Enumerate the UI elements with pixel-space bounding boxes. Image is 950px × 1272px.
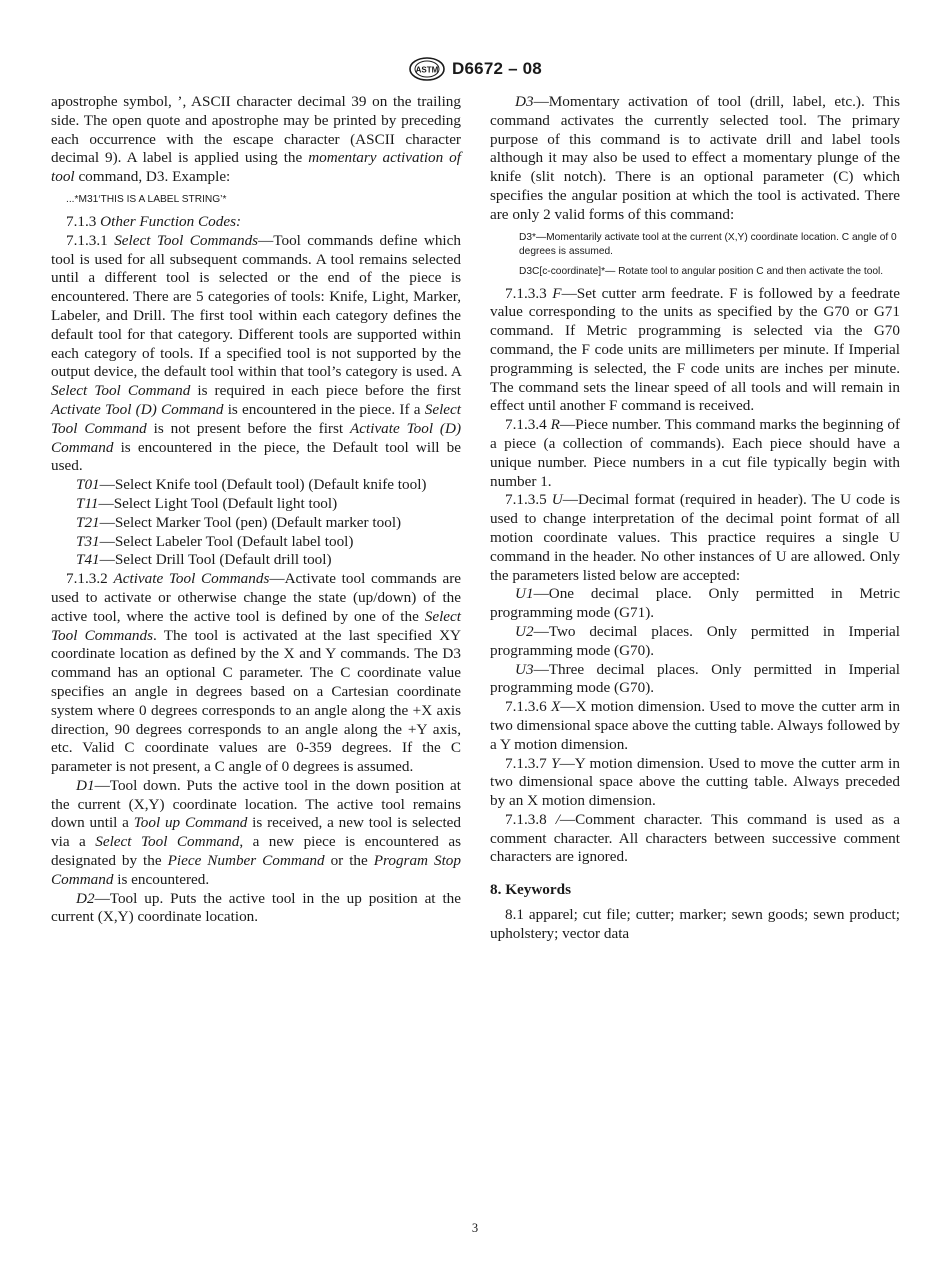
paragraph: apostrophe symbol, ’, ASCII character decimal 39 on the trailing side. The open quote and apostrophe may be printed by preceding each occurrence with the escape character (ASCII character decimal 9). A label is applied using the momentary activation of tool command, D3. Example: — [51, 93, 461, 186]
label-example: ...*M31‘THIS IS A LABEL STRING’* — [66, 193, 227, 205]
astm-logo-icon — [408, 57, 446, 81]
keywords-heading: 8. Keywords — [490, 881, 571, 899]
page-number: 3 — [471, 1221, 479, 1235]
section-7-1-3-7: 7.1.3.7 Y—Y motion dimension. Used to move the cutter arm in two dimensional space above the cutting table. Always preceded by an X motion dimension. — [490, 754, 900, 810]
tool-item: T11—Select Light Tool (Default light tool) — [76, 494, 338, 512]
section-7-1-3-4: 7.1.3.4 R—Piece number. This command marks the beginning of a piece (a collection of commands). Each piece should have a unique number. Piece numbers in a cut file typically begin with number 1. — [490, 416, 901, 490]
right-column — [490, 93, 900, 944]
section-7-1-3-8: 7.1.3.8 /—Comment character. This command is used as a comment character. All characters between successive comment characters are ignored. — [490, 810, 900, 866]
tool-item: T01—Select Knife tool (Default tool) (Default knife tool) — [76, 476, 427, 494]
d3-form-2: D3C[c-coordinate]*— Rotate tool to angular position C and then activate the tool. — [519, 265, 884, 277]
section-7-1-3-3: 7.1.3.3 F—Set cutter arm feedrate. F is followed by a feedrate value corresponding to the units as specified by the G70 or G71 command. If Metric programming is selected via the G70 command, the F code units are millimeters per minute. If Imperial programming is selected, the F code units are inches per minute. The command sets the linear speed of all tools and will remain in effect until another F command is received. — [490, 284, 900, 415]
u2-param: U2—Two decimal places. Only permitted in Imperial programming mode (G70). — [490, 622, 900, 659]
tool-item: T41—Select Drill Tool (Default drill tool) — [76, 551, 332, 569]
d2-command: D2—Tool up. Puts the active tool in the up position at the current (X,Y) coordinate location. — [51, 889, 461, 926]
document-designation: D6672 – 08 — [452, 59, 542, 78]
page-header — [0, 56, 950, 82]
section-7-1-3: 7.1.3 Other Function Codes: — [66, 212, 242, 230]
left-column — [51, 93, 461, 927]
d3-command: D3—Momentary activation of tool (drill, label, etc.). This command activates the currently selected tool. The primary purpose of this command is to activate drill and label tools although it may also be used to effect a momentary plunge of the knife (slit notch). There is an optional parameter (C) which specifies the angular position at which the tool is activated. There are only 2 valid forms of this command: — [490, 93, 900, 223]
section-7-1-3-1: 7.1.3.1 Select Tool Commands—Tool commands define which tool is used for all subsequent commands. A tool remains selected until a different tool is selected or the end of the piece is encountered. There are 5 categories of tools: Knife, Light, Marker, Labeler, and Drill. The first tool within each category defines the default tool for that category. Different tools are supported within each category of tools. If a specified tool is not supported by the output device, the default tool within that tool’s category is used. A Select Tool Command is required in each piece before the first Activate Tool (D) Command is encountered in the piece. If a Select Tool Command is not present before the first Activate Tool (D) Command is encountered in the piece, the Default tool will be used. — [51, 231, 462, 475]
d1-command: D1—Tool down. Puts the active tool in the down position at the current (X,Y) coordinate location. The active tool remains down until a Tool up Command is received, a new tool is selected via a Select Tool Command, a new piece is encountered as designated by the Piece Number Command or the Program Stop Command is encountered. — [51, 776, 461, 888]
u1-param: U1—One decimal place. Only permitted in Metric programming mode (G71). — [490, 585, 900, 622]
d3-form-1: D3*—Momentarily activate tool at the current (X,Y) coordinate location. C angle of 0 degrees is assumed. — [519, 231, 897, 257]
keywords-text: 8.1 apparel; cut file; cutter; marker; sewn goods; sewn product; upholstery; vector data — [490, 906, 900, 942]
section-7-1-3-5: 7.1.3.5 U—Decimal format (required in header). The U code is used to change interpretation of the decimal point format of all motion coordinate values. This practice requires a single U command in the header. No other instances of U are allowed. Only the parameters listed below are accepted: — [490, 491, 900, 584]
section-7-1-3-2: 7.1.3.2 Activate Tool Commands—Activate tool commands are used to activate or otherwise change the state (up/down) of the active tool, where the active tool is defined by one of the Select Tool Commands. The tool is activated at the last specified XY coordinate location as defined by the X and Y commands. The D3 command has an optional C parameter. The C coordinate value specifies an angle in degrees based on a Cartesian coordinate system where 0 degrees corresponds to an angle along the +X axis direction, 90 degrees corresponds to an angle along the +Y axis, etc. Valid C coordinate values are 0-359 degrees. If the C parameter is not present, a C angle of 0 degrees is assumed. — [51, 570, 462, 776]
tool-item: T21—Select Marker Tool (pen) (Default marker tool) — [76, 513, 402, 531]
tool-item: T31—Select Labeler Tool (Default label tool) — [76, 532, 354, 550]
astm-logo-text: ASTM — [415, 65, 439, 75]
section-7-1-3-6: 7.1.3.6 X—X motion dimension. Used to move the cutter arm in two dimensional space above the cutting table. Always followed by a Y motion dimension. — [490, 698, 901, 753]
u3-param: U3—Three decimal places. Only permitted in Imperial programming mode (G70). — [490, 660, 900, 697]
